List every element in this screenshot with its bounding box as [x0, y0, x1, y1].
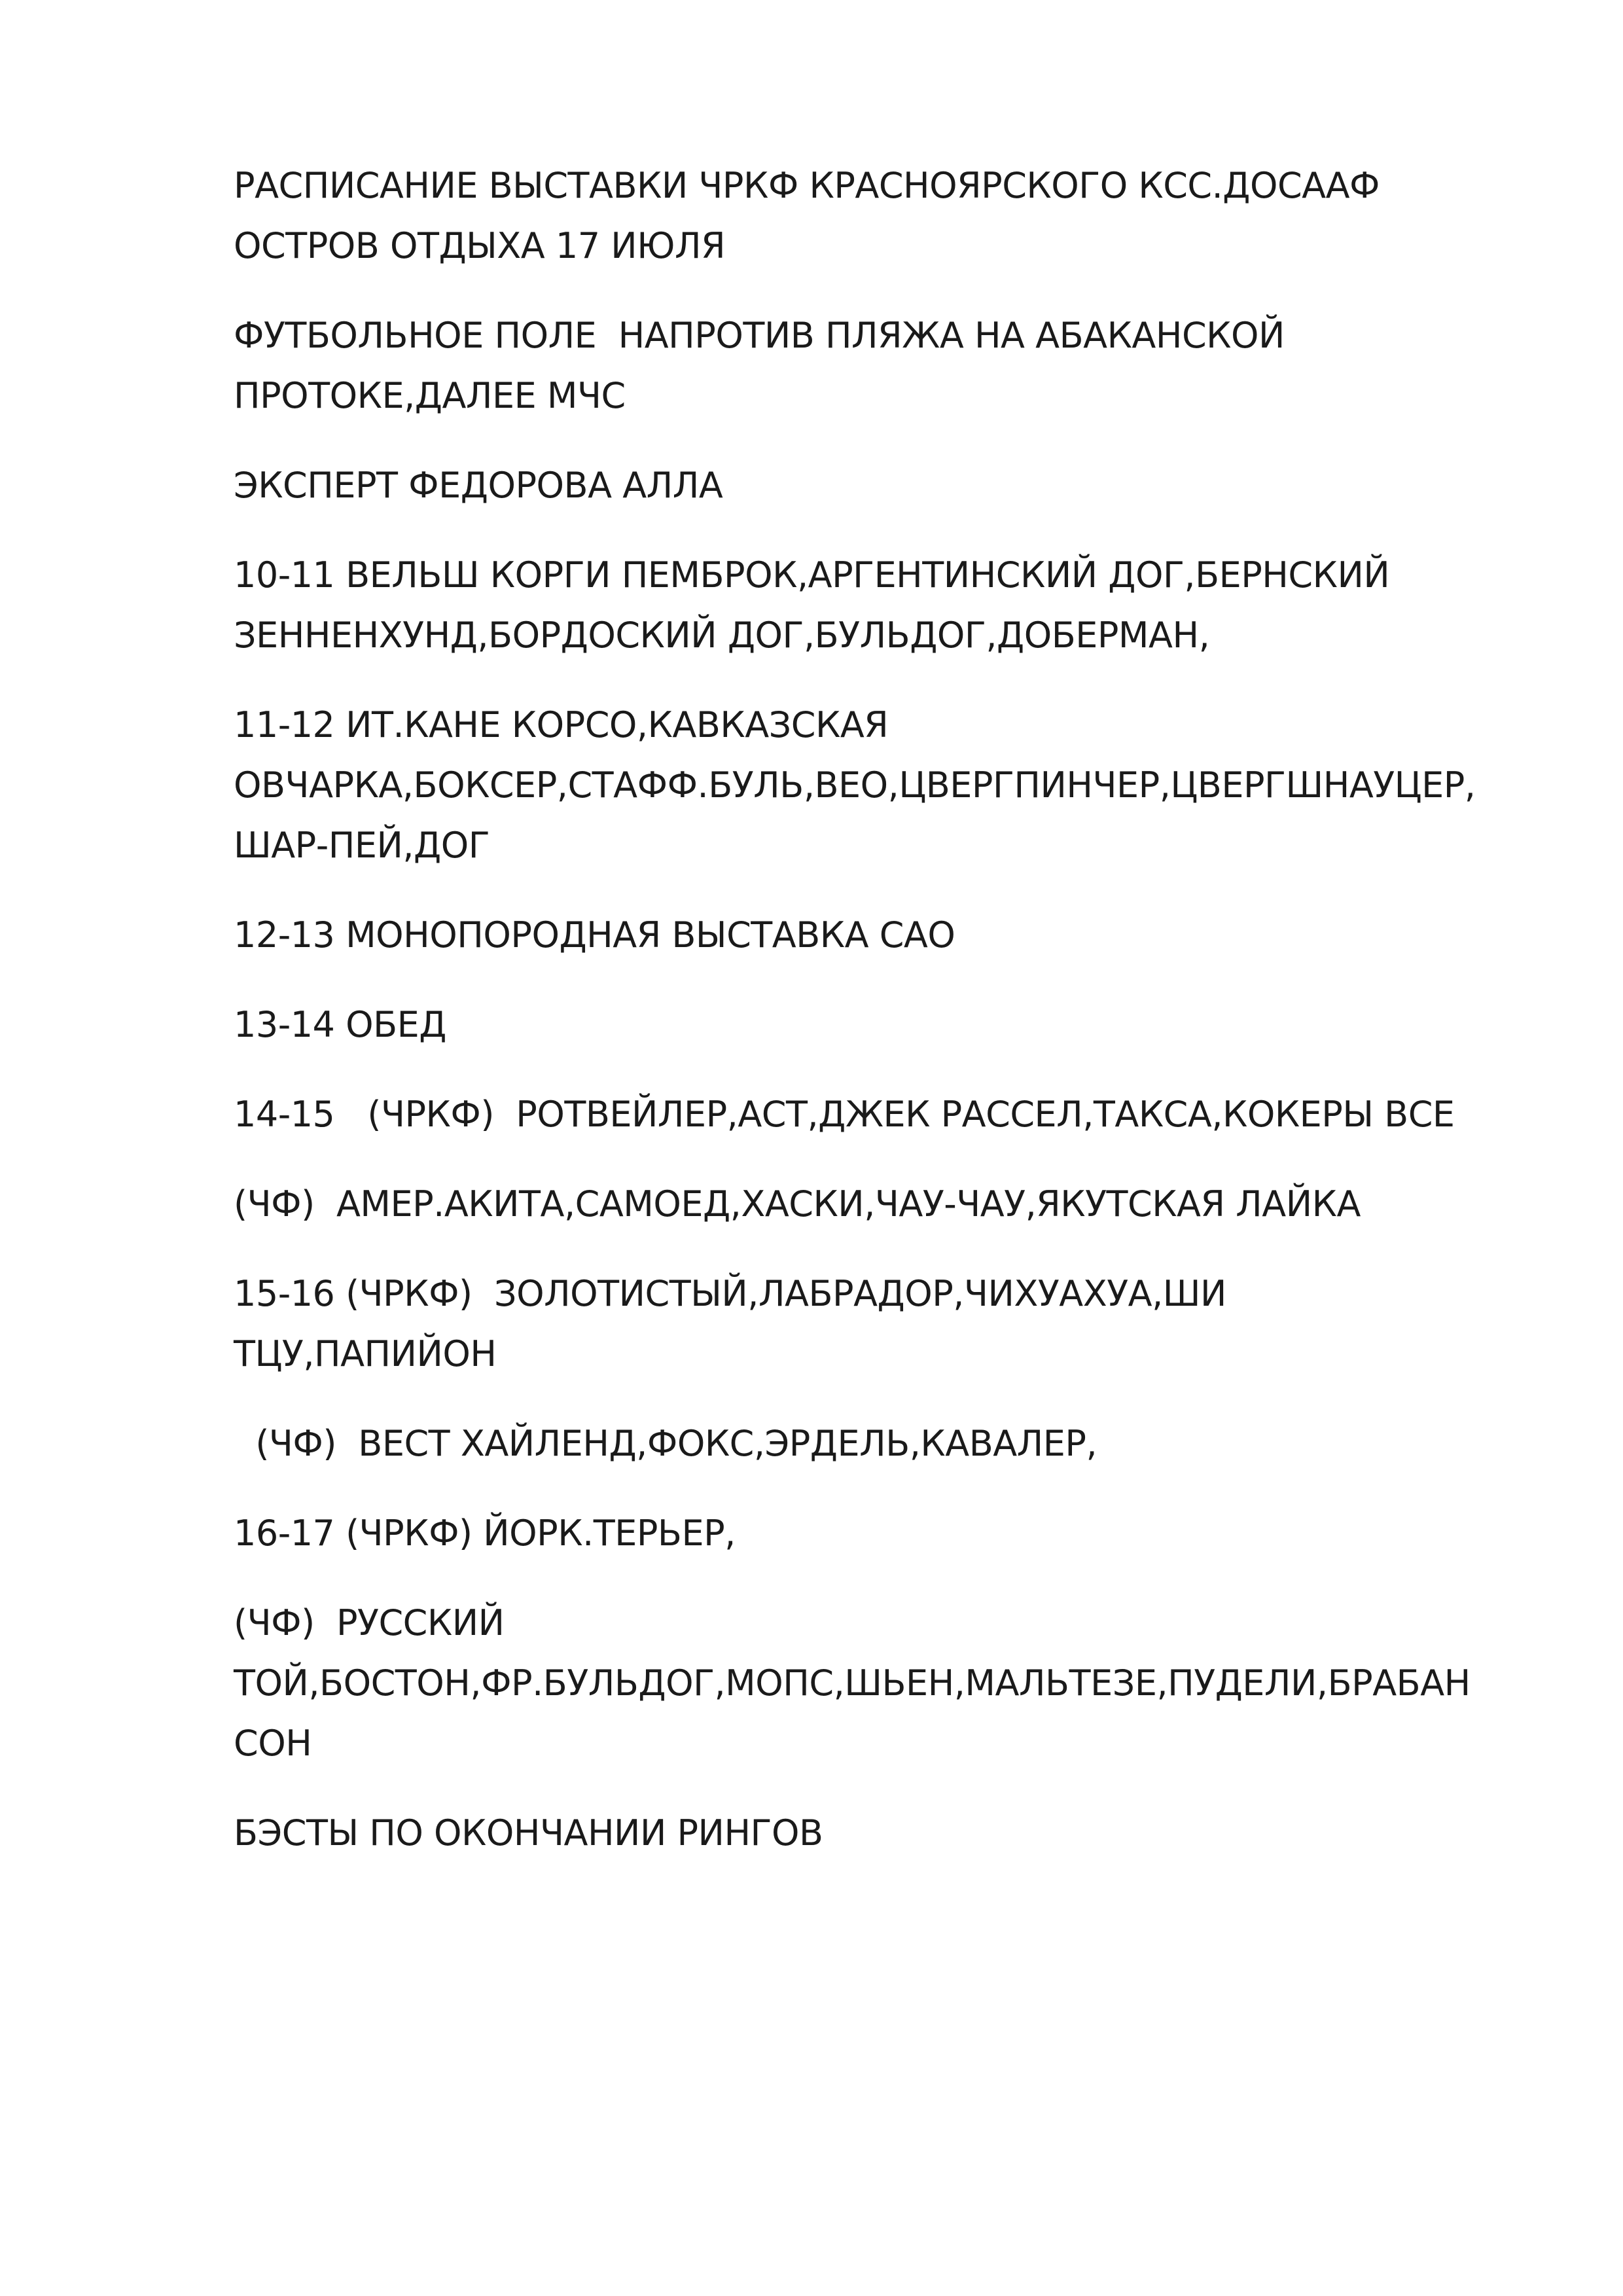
expert-paragraph — [234, 456, 1516, 516]
text-line: (ЧФ) ВЕСТ ХАЙЛЕНД,ФОКС,ЭРДЕЛЬ,КАВАЛЕР, — [234, 1423, 1097, 1464]
text-line: (ЧФ) АМЕР.АКИТА,САМОЕД,ХАСКИ,ЧАУ-ЧАУ,ЯКУТСКАЯ ЛАЙКА — [234, 1183, 1361, 1225]
text-line: ОСТРОВ ОТДЫХА 17 ИЮЛЯ — [234, 225, 726, 266]
document-title — [234, 156, 1516, 276]
text-line: ПРОТОКЕ,ДАЛЕЕ МЧС — [234, 375, 626, 416]
schedule-item — [234, 1593, 1516, 1774]
text-line: 13-14 ОБЕД — [234, 1004, 446, 1045]
text-line: 10-11 ВЕЛЬШ КОРГИ ПЕМБРОК,АРГЕНТИНСКИЙ ДОГ,БЕРНСКИЙ — [234, 554, 1390, 596]
text-line: 11-12 ИТ.КАНЕ КОРСО,КАВКАЗСКАЯ — [234, 704, 889, 745]
schedule-item — [234, 1414, 1516, 1474]
closing-note — [234, 1803, 1516, 1863]
text-line: ЭКСПЕРТ ФЕДОРОВА АЛЛА — [234, 465, 723, 506]
schedule-item — [234, 905, 1516, 965]
schedule-item — [234, 695, 1516, 876]
schedule-item — [234, 1174, 1516, 1234]
text-line: СОН — [234, 1723, 312, 1764]
text-line: 15-16 (ЧРКФ) ЗОЛОТИСТЫЙ,ЛАБРАДОР,ЧИХУАХУА,ШИ — [234, 1273, 1226, 1314]
text-line: 16-17 (ЧРКФ) ЙОРК.ТЕРЬЕР, — [234, 1513, 736, 1554]
text-line: (ЧФ) РУССКИЙ — [234, 1602, 505, 1643]
schedule-item — [234, 995, 1516, 1055]
text-line: ОВЧАРКА,БОКСЕР,СТАФФ.БУЛЬ,ВЕО,ЦВЕРГПИНЧЕР,ЦВЕРГШНАУЦЕР, — [234, 764, 1476, 806]
text-line: 12-13 МОНОПОРОДНАЯ ВЫСТАВКА САО — [234, 914, 955, 956]
text-line: ТОЙ,БОСТОН,ФР.БУЛЬДОГ,МОПС,ШЬЕН,МАЛЬТЕЗЕ,ПУДЕЛИ,БРАБАН — [234, 1662, 1471, 1704]
venue-paragraph — [234, 306, 1516, 426]
text-line: ФУТБОЛЬНОЕ ПОЛЕ НАПРОТИВ ПЛЯЖА НА АБАКАНСКОЙ — [234, 315, 1285, 356]
text-line: 14-15 (ЧРКФ) РОТВЕЙЛЕР,АСТ,ДЖЕК РАССЕЛ,ТАКСА,КОКЕРЫ ВСЕ — [234, 1094, 1455, 1135]
schedule-item — [234, 545, 1516, 666]
text-line: ЗЕННЕНХУНД,БОРДОСКИЙ ДОГ,БУЛЬДОГ,ДОБЕРМАН, — [234, 615, 1210, 656]
document-body — [234, 156, 1516, 1893]
text-line: БЭСТЫ ПО ОКОНЧАНИИ РИНГОВ — [234, 1812, 823, 1854]
schedule-item — [234, 1264, 1516, 1384]
schedule-item — [234, 1503, 1516, 1564]
schedule-item — [234, 1085, 1516, 1145]
text-line: ТЦУ,ПАПИЙОН — [234, 1333, 497, 1374]
text-line: РАСПИСАНИЕ ВЫСТАВКИ ЧРКФ КРАСНОЯРСКОГО КСС.ДОСААФ — [234, 165, 1380, 206]
text-line: ШАР-ПЕЙ,ДОГ — [234, 825, 490, 866]
